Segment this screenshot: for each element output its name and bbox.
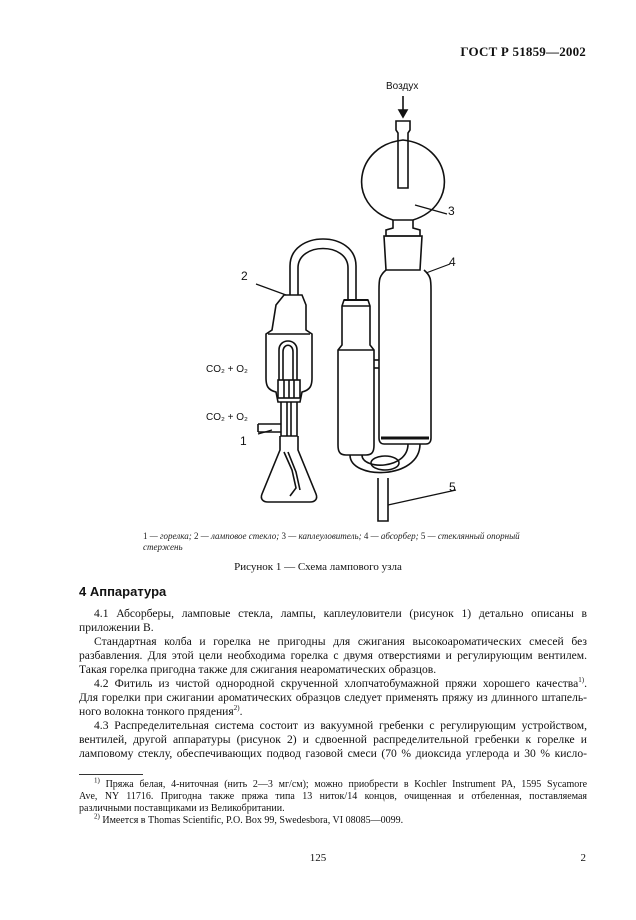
paragraph-4-2: 4.2 Фитиль из чистой однородной скрученной хлопчатобумажной пряжи хорошего качества$^{1)}$. Для горелки при сжигании ароматических образцов следует применять пряжу из длинного штапель- ного волокна тонкого прядения$^{2)}$. [79,676,587,718]
label-co2-o2-lower: CO₂ + O₂ [206,412,248,423]
label-num-5: 5 [449,480,456,494]
label-co2-o2-upper: CO₂ + O₂ [206,364,248,375]
page-number-center: 125 [309,852,327,864]
paragraph-burner: Стандартная колба и горелка не пригодны для сжигания высокоароматических смесей без разбавления. Для этой цели необходима горелка с двумя отверстиями и регулирующим вентилем. Такая горелка пригодна также для сжигания неароматических образцов. [79,635,587,676]
page-number-right: 2 [580,852,586,864]
label-num-3: 3 [448,204,455,218]
label-num-4: 4 [449,255,456,269]
figure-legend: 1 — горелка; 2 — ламповое стекло; 3 — каплеуловитель; 4 — абсорбер; 5 — стеклянный опорный стержень [143,531,520,552]
figure-caption: Рисунок 1 — Схема лампового узла [234,561,402,573]
label-num-2: 2 [241,269,248,283]
footnote-2: $^{2)}$ Имеется в Thomas Scientific, P.O. Box 99, Swedesbora, VI 08085—0099. [94,812,404,826]
document-standard-number: ГОСТ Р 51859—2002 [460,44,586,59]
label-air: Воздух [386,81,419,92]
footnote-divider [79,774,143,775]
paragraph-4-1: 4.1 Абсорберы, ламповые стекла, лампы, каплеуловители (рисунок 1) детально описаны в приложении В. [79,607,587,634]
paragraph-4-3: 4.3 Распределительная система состоит из вакуумной гребенки с регулирующим устройством, вентилей, другой аппаратуры (рисунок 2) и сдвоенной распределительной гребенки к горелке и ламповому стеклу, обеспечивающих подвод газовой смеси (70 % диоксида углерода и 30 % кисло- [79,719,587,760]
section-title: 4 Аппаратура [79,584,167,599]
label-num-1: 1 [240,434,247,448]
footnote-1: $^{1)}$ Пряжа белая, 4-ниточная (нить 2—3 мг/см); можно приобрести в Kochler Instrument PA, 1595 Sycamore Ave, NY 11716. Пригодна также пряжа типа 13 ниток/14 концов, очищенная и отбеленная, поставляемая различными поставщиками из Великобритании. [79,776,588,814]
